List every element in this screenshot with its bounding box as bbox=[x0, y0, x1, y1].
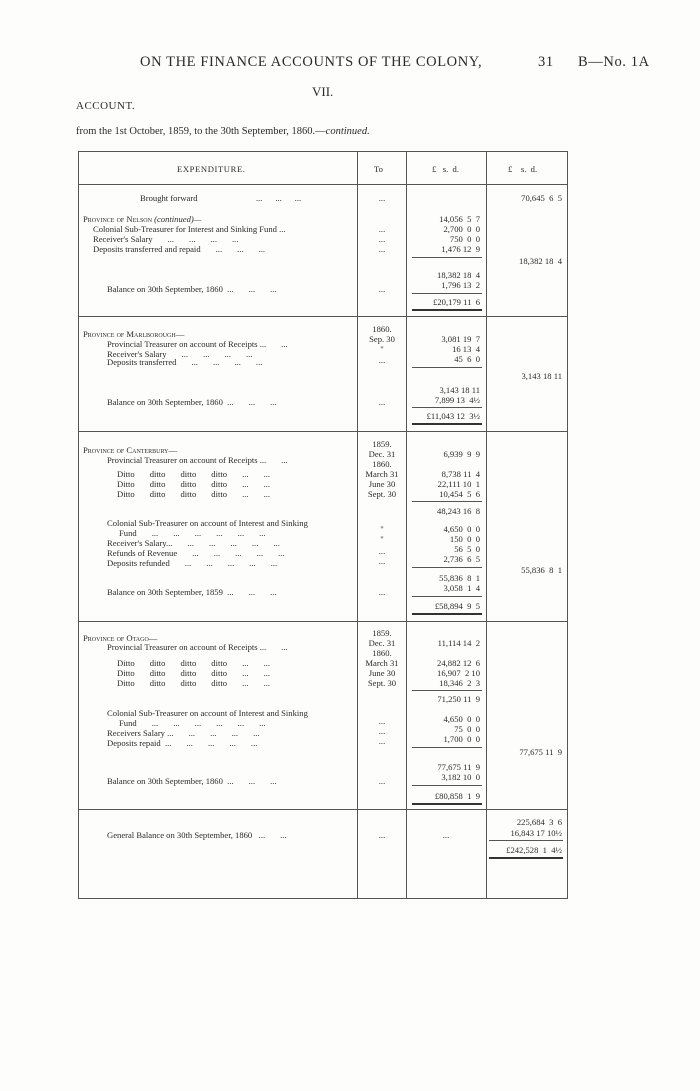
canterbury-ditto-label: Ditto ditto ditto ditto ... ... bbox=[117, 479, 271, 489]
nelson-row-to: ... bbox=[378, 224, 386, 234]
canterbury-row2-to: " bbox=[380, 534, 384, 544]
otago-row-to: Dec. 31 bbox=[368, 638, 396, 648]
table-left-rule bbox=[78, 151, 79, 898]
otago-row2-amount: 4,650 0 0 bbox=[443, 714, 480, 724]
nelson-balance-to: ... bbox=[378, 284, 386, 294]
table-header-rule bbox=[78, 184, 568, 185]
otago-ditto-label: Ditto ditto ditto ditto ... ... bbox=[117, 658, 271, 668]
nelson-total-rule bbox=[412, 293, 482, 294]
marlborough-row-to: " bbox=[380, 344, 384, 354]
marlborough-heading: Province of Marlborough— bbox=[83, 329, 185, 339]
canterbury-sub1: 48,243 16 8 bbox=[437, 506, 480, 516]
marlborough-row-amount: 16 13 4 bbox=[452, 344, 480, 354]
otago-ditto-label: Ditto ditto ditto ditto ... ... bbox=[117, 678, 271, 688]
nelson-row-amount: 1,476 12 9 bbox=[441, 244, 480, 254]
otago-row-label: Provincial Treasurer on account of Receipts ... ... bbox=[107, 642, 288, 652]
table-bottom-rule bbox=[78, 898, 568, 899]
canterbury-balance-to: ... bbox=[378, 587, 386, 597]
canterbury-ditto-to: March 31 bbox=[365, 469, 399, 479]
general-balance-to: ... bbox=[378, 830, 386, 840]
otago-year: 1859. bbox=[372, 628, 392, 638]
nelson-total-double-rule bbox=[412, 309, 482, 311]
otago-subtotal-rule bbox=[412, 747, 482, 748]
canterbury-subtotal-right: 55,836 8 1 bbox=[521, 565, 562, 575]
amount1-column-rule bbox=[406, 151, 407, 898]
canterbury-row2-label: Fund ... ... ... ... ... ... bbox=[119, 528, 266, 538]
period-continued: continued. bbox=[325, 126, 370, 137]
nelson-subtotal: 18,382 18 4 bbox=[437, 270, 480, 280]
otago-ditto-amount: 24,882 12 6 bbox=[437, 658, 480, 668]
nelson-heading bbox=[83, 214, 201, 224]
canterbury-row2-label: Receiver's Salary... ... ... ... ... ... bbox=[107, 538, 280, 548]
nelson-total: £20,179 11 6 bbox=[433, 297, 480, 307]
otago-heading: Province of Otago— bbox=[83, 633, 158, 643]
otago-row2-label: Deposits repaid ... ... ... ... ... bbox=[107, 738, 258, 748]
canterbury-subtotal: 55,836 8 1 bbox=[439, 573, 480, 583]
account-heading: ACCOUNT. bbox=[76, 100, 136, 112]
marlborough-row-label: Provincial Treasurer on account of Receipts ... ... bbox=[107, 339, 288, 349]
otago-balance-label: Balance on 30th September, 1860 ... ... ... bbox=[107, 776, 277, 786]
marlborough-subtotal-rule bbox=[412, 367, 482, 368]
general-total-double-rule bbox=[489, 857, 563, 859]
marlborough-total: £11,043 12 3½ bbox=[426, 411, 480, 421]
canterbury-ditto-amount: 10,454 5 6 bbox=[439, 489, 480, 499]
canterbury-total-rule bbox=[412, 596, 482, 597]
otago-subtotal: 77,675 11 9 bbox=[437, 762, 480, 772]
otago-row2-amount: 1,700 0 0 bbox=[443, 734, 480, 744]
otago-sub1-rule bbox=[412, 690, 482, 691]
otago-row-amount: 11,114 14 2 bbox=[437, 638, 480, 648]
canterbury-row2-amount: 56 5 0 bbox=[454, 544, 480, 554]
canterbury-row2-amount: 4,650 0 0 bbox=[443, 524, 480, 534]
brought-forward-total: 70,645 6 5 bbox=[521, 193, 562, 203]
marlborough-row-label: Receiver's Salary ... ... ... ... bbox=[107, 349, 253, 359]
canterbury-sub1-rule bbox=[412, 501, 482, 502]
marlborough-subtotal-right: 3,143 18 11 bbox=[521, 371, 562, 381]
canterbury-row2-amount: 2,736 6 5 bbox=[443, 554, 480, 564]
table-right-rule bbox=[567, 151, 568, 898]
otago-ditto-to: March 31 bbox=[365, 658, 399, 668]
canterbury-total: £58,894 9 5 bbox=[434, 601, 480, 611]
nelson-row-amount: 14,056 5 7 bbox=[439, 214, 480, 224]
expenditure-column-header: EXPENDITURE. bbox=[177, 164, 246, 174]
otago-total-rule bbox=[412, 785, 482, 786]
nelson-subtotal-rule bbox=[412, 257, 482, 258]
otago-subtotal-right: 77,675 11 9 bbox=[519, 747, 562, 757]
canterbury-subtotal-rule bbox=[412, 567, 482, 568]
canterbury-section-rule bbox=[78, 621, 567, 622]
nelson-balance: 1,796 13 2 bbox=[441, 280, 480, 290]
canterbury-year: 1859. bbox=[372, 439, 392, 449]
canterbury-row2-to: ... bbox=[378, 546, 386, 556]
canterbury-row-amount: 6,939 9 9 bbox=[443, 449, 480, 459]
marlborough-total-rule bbox=[412, 407, 482, 408]
nelson-row-label: Receiver's Salary ... ... ... ... bbox=[93, 234, 239, 244]
nelson-row-amount: 750 0 0 bbox=[449, 234, 480, 244]
period-text: from the 1st October, 1859, to the 30th September, 1860.— bbox=[76, 126, 326, 137]
otago-sub1: 71,250 11 9 bbox=[437, 694, 480, 704]
marlborough-total-double-rule bbox=[412, 423, 482, 425]
brought-forward-dots: ... ... ... bbox=[256, 193, 302, 203]
otago-row2-label: Colonial Sub-Treasurer on account of Interest and Sinking bbox=[107, 708, 308, 718]
canterbury-ditto-label: Ditto ditto ditto ditto ... ... bbox=[117, 489, 271, 499]
general-total: £242,528 1 4½ bbox=[506, 845, 562, 855]
to-column-header: To bbox=[374, 164, 383, 174]
period-line bbox=[76, 126, 370, 137]
otago-ditto-label: Ditto ditto ditto ditto ... ... bbox=[117, 668, 271, 678]
general-total-rule bbox=[489, 840, 563, 841]
marlborough-subtotal: 3,143 18 11 bbox=[439, 385, 480, 395]
amount2-column-rule bbox=[486, 151, 487, 898]
section-number: VII. bbox=[312, 84, 334, 99]
otago-total-double-rule bbox=[412, 803, 482, 805]
canterbury-total-double-rule bbox=[412, 613, 482, 615]
page-title: ON THE FINANCE ACCOUNTS OF THE COLONY, bbox=[140, 54, 483, 70]
canterbury-balance-label: Balance on 30th September, 1859 ... ... ... bbox=[107, 587, 277, 597]
marlborough-row-to: Sep. 30 bbox=[369, 334, 395, 344]
canterbury-row2-label: Refunds of Revenue ... ... ... ... ... bbox=[107, 548, 285, 558]
nelson-balance-label: Balance on 30th September, 1860 ... ... ... bbox=[107, 284, 277, 294]
nelson-section-rule bbox=[78, 316, 567, 317]
canterbury-row2-to: ... bbox=[378, 556, 386, 566]
canterbury-row-to: Dec. 31 bbox=[368, 449, 396, 459]
nelson-subtotal-right: 18,382 18 4 bbox=[519, 256, 562, 266]
nelson-heading-text: Province of Nelson bbox=[83, 214, 152, 224]
canterbury-row2-label: Deposits refunded ... ... ... ... ... bbox=[107, 558, 278, 568]
otago-total: £80,858 1 9 bbox=[434, 791, 480, 801]
otago-ditto-amount: 16,907 2 10 bbox=[437, 668, 480, 678]
general-balance-amount: ... bbox=[442, 830, 450, 840]
marlborough-balance-to: ... bbox=[378, 397, 386, 407]
nelson-row-label: Colonial Sub-Treasurer for Interest and Sinking Fund ... bbox=[93, 224, 286, 234]
canterbury-ditto-label: Ditto ditto ditto ditto ... ... bbox=[117, 469, 271, 479]
otago-section-rule bbox=[78, 809, 567, 810]
amount1-column-header: £ s. d. bbox=[432, 164, 459, 174]
marlborough-row-to: ... bbox=[378, 355, 386, 365]
canterbury-balance: 3,058 1 4 bbox=[443, 583, 480, 593]
amount2-column-header: £ s. d. bbox=[508, 164, 538, 174]
canterbury-ditto-amount: 8,738 11 4 bbox=[441, 469, 480, 479]
nelson-row-amount: 2,700 0 0 bbox=[443, 224, 480, 234]
brought-forward-label: Brought forward bbox=[140, 193, 198, 203]
canterbury-ditto-amount: 22,111 10 1 bbox=[437, 479, 480, 489]
otago-ditto-amount: 18,346 2 3 bbox=[439, 678, 480, 688]
canterbury-year: 1860. bbox=[372, 459, 392, 469]
canterbury-row2-amount: 150 0 0 bbox=[449, 534, 480, 544]
marlborough-section-rule bbox=[78, 431, 567, 432]
nelson-row-to: ... bbox=[378, 234, 386, 244]
otago-year: 1860. bbox=[372, 648, 392, 658]
canterbury-row-label: Provincial Treasurer on account of Receipts ... ... bbox=[107, 455, 288, 465]
nelson-row-label: Deposits transferred and repaid ... ... ... bbox=[93, 244, 266, 254]
general-sum: 225,684 3 6 bbox=[516, 817, 562, 827]
otago-row2-to: ... bbox=[378, 736, 386, 746]
otago-ditto-to: Sept. 30 bbox=[367, 678, 397, 688]
marlborough-year: 1860. bbox=[372, 324, 392, 334]
otago-balance-to: ... bbox=[378, 776, 386, 786]
canterbury-heading: Province of Canterbury— bbox=[83, 445, 178, 455]
otago-balance: 3,182 10 0 bbox=[441, 772, 480, 782]
marlborough-row-amount: 3,081 19 7 bbox=[441, 334, 480, 344]
marlborough-balance-label: Balance on 30th September, 1860 ... ... ... bbox=[107, 397, 277, 407]
canterbury-ditto-to: June 30 bbox=[368, 479, 396, 489]
canterbury-row2-label: Colonial Sub-Treasurer on account of Interest and Sinking bbox=[107, 518, 308, 528]
otago-ditto-to: June 30 bbox=[368, 668, 396, 678]
general-balance-label: General Balance on 30th September, 1860 ... ... bbox=[107, 830, 287, 840]
page-number: 31 bbox=[538, 54, 554, 70]
marlborough-row-amount: 45 6 0 bbox=[454, 354, 480, 364]
marlborough-row-label: Deposits transferred ... ... ... ... bbox=[107, 357, 263, 367]
brought-forward-to: ... bbox=[378, 193, 386, 203]
canterbury-row2-to: " bbox=[380, 524, 384, 534]
otago-row2-amount: 75 0 0 bbox=[454, 724, 480, 734]
otago-row2-label: Receivers Salary ... ... ... ... ... bbox=[107, 728, 260, 738]
otago-row2-to: ... bbox=[378, 726, 386, 736]
general-balance: 16,843 17 10½ bbox=[510, 828, 562, 838]
canterbury-ditto-to: Sept. 30 bbox=[367, 489, 397, 499]
paper-reference: B—No. 1A bbox=[578, 54, 650, 70]
nelson-row-to: ... bbox=[378, 244, 386, 254]
table-top-rule bbox=[78, 151, 568, 152]
nelson-heading-suffix: (continued)— bbox=[154, 214, 202, 224]
otago-row2-to: ... bbox=[378, 716, 386, 726]
marlborough-balance: 7,899 13 4½ bbox=[434, 395, 480, 405]
otago-row2-label: Fund ... ... ... ... ... ... bbox=[119, 718, 266, 728]
